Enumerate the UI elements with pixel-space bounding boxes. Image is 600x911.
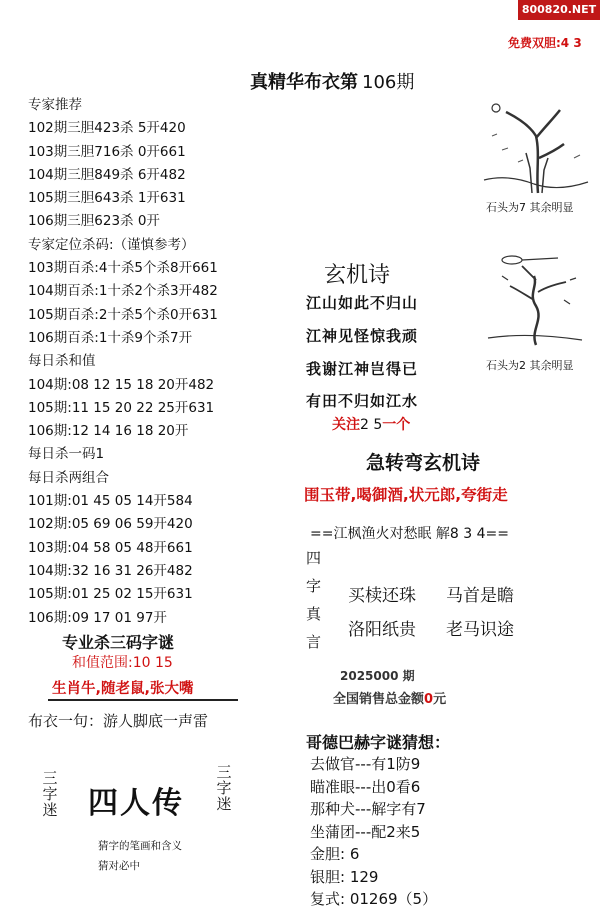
list-item: 105期百杀:2十杀5个杀0开631: [28, 306, 218, 323]
list-item: 104期:32 16 31 26开482: [28, 562, 193, 579]
focus-line: [332, 414, 410, 434]
divider: [48, 699, 238, 701]
list-item: 坐蒲团---配2来5: [310, 822, 421, 841]
list-item: 104期:08 12 15 18 20开482: [28, 376, 215, 393]
poem-line: 有田不归如江水: [306, 392, 419, 410]
jiang-line: ==江枫渔火对愁眠 解8 3 4==: [310, 526, 509, 542]
list-item: 103期:04 58 05 48开661: [28, 539, 193, 556]
plant-stone-illustration: [478, 240, 594, 350]
saying: 布衣一句：游人脚底一声雷: [28, 712, 209, 730]
list-item: 106期:09 17 01 97开: [28, 609, 167, 626]
daily-sum-heading: 每日杀和值: [28, 353, 96, 370]
zodiac-line: 生肖牛,随老鼠,张大嘴: [52, 681, 194, 697]
list-item: 银胆: 129: [310, 867, 379, 886]
site-badge[interactable]: 800820.NET: [518, 0, 600, 20]
list-item: 104期百杀:1十杀2个杀3开482: [28, 283, 218, 300]
list-item: 103期百杀:4十杀5个杀8开661: [28, 260, 218, 277]
idiom: 马首是瞻: [446, 586, 514, 606]
idiom: 买椟还珠: [348, 586, 416, 606]
hint: [98, 836, 182, 876]
list-item: 那种犬---解字有7: [310, 800, 426, 818]
hint-line: 猜对必中: [98, 860, 140, 872]
title-text: 真精华布衣第: [250, 72, 358, 93]
position-kill-heading: 专家定位杀码:（谨慎参考）: [28, 236, 195, 253]
list-item: 105期:11 15 20 22 25开631: [28, 399, 215, 416]
list-item: 复式: 01269（5）: [310, 890, 438, 908]
sum-range: 和值范围:10 15: [72, 655, 173, 671]
title-issue: 106期: [362, 72, 415, 93]
daily-one: 每日杀一码1: [28, 446, 105, 463]
free-pick: 免费双胆:4 3: [508, 36, 582, 50]
sales-unit: 元: [433, 692, 447, 707]
focus-nums: 2 5: [360, 417, 383, 433]
urgent-title: 急转弯玄机诗: [366, 452, 481, 474]
focus-label: 关注: [332, 417, 360, 433]
list-item: 103期三胆716杀 0开661: [28, 143, 186, 160]
hint-line: 猜字的笔画和含义: [98, 840, 182, 852]
sales-label: 全国销售总金额: [333, 692, 425, 707]
list-item: 102期三胆423杀 5开420: [28, 120, 186, 137]
page-title: [250, 68, 414, 94]
image-caption: 石头为2 其余明显: [486, 359, 574, 372]
big-riddle-text: 四人传: [88, 786, 184, 821]
tree-stone-illustration: [478, 98, 594, 198]
poem-line: 江山如此不归山: [306, 294, 419, 312]
list-item: 106期:12 14 16 18 20开: [28, 423, 189, 440]
expert-heading: 专家推荐: [28, 97, 82, 113]
poem-line: 江神见怪惊我顽: [306, 327, 419, 345]
poem-line: 我谢江神岂得已: [306, 360, 419, 378]
list-item: 101期:01 45 05 14开584: [28, 493, 193, 510]
list-item: 去做官---有1防9: [310, 755, 421, 773]
goldbach-list: [310, 753, 437, 911]
list-item: 金胆: 6: [310, 845, 360, 863]
four-char-vertical: 四字真言: [306, 549, 322, 651]
riddle-title: 专业杀三码字谜: [62, 633, 175, 652]
image-caption: 石头为7 其余明显: [486, 201, 574, 214]
daily-two-heading: 每日杀两组合: [28, 469, 109, 486]
list-item: 104期三胆849杀 6开482: [28, 166, 186, 183]
left-vertical-label: 三字迷: [42, 769, 58, 819]
left-column: [28, 94, 218, 630]
urgent-phrase: 围玉带,喝御酒,状元郎,夸街走: [304, 486, 508, 504]
idiom: 洛阳纸贵: [348, 620, 416, 640]
list-item: 106期三胆623杀 0开: [28, 213, 160, 230]
list-item: 106期百杀:1十杀9个杀7开: [28, 329, 193, 346]
right-vertical-label: 三字迷: [216, 763, 232, 813]
idiom: 老马识途: [446, 620, 514, 640]
sales-amount: 0: [424, 692, 434, 707]
sales-total: [333, 688, 446, 707]
list-item: 105期:01 25 02 15开631: [28, 586, 193, 603]
goldbach-heading: 哥德巴赫字谜猜想：: [306, 733, 451, 752]
list-item: 105期三胆643杀 1开631: [28, 190, 186, 207]
focus-suffix: 一个: [382, 417, 411, 433]
xuanji-title: 玄机诗: [324, 263, 391, 288]
sales-issue: 2025000 期: [340, 669, 415, 683]
list-item: 瞄准眼---出0看6: [310, 777, 421, 796]
list-item: 102期:05 69 06 59开420: [28, 516, 193, 533]
